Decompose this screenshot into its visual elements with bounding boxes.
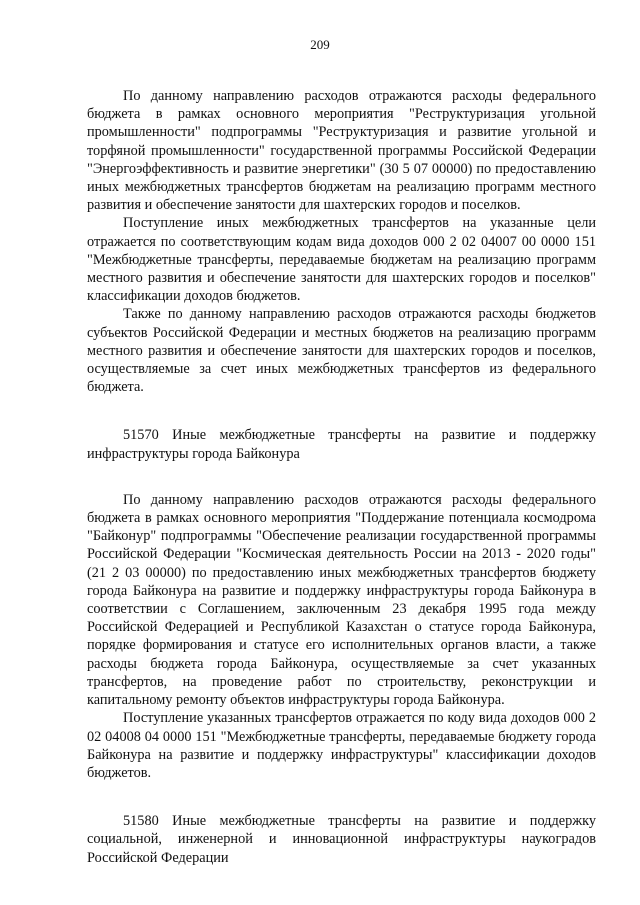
paragraph: Поступление иных межбюджетных трансфертов на указанные цели отражается по соответствующим кодам вида доходов 000 2 02 04007 00 0000 151 "Межбюджетные трансферты, передаваемые бюджетам на реализацию программ местного развития и обеспечение занятости для шахтерских городов и поселков" классификации доходов бюджетов. [87, 215, 596, 305]
paragraph: По данному направлению расходов отражаются расходы федерального бюджета в рамках основного мероприятия "Поддержание потенциала космодрома "Байконур" подпрограммы "Обеспечение реализации государственной программы Российской Федерации "Космическая деятельность России на 2013 - 2020 годы" (21 2 03 00000) по предоставлению иных межбюджетных трансфертов бюджету города Байконура на развитие и поддержку инфраструктуры города Байконура в соответствии с Соглашением, заключенным 23 декабря 1995 года между Российской Федерацией и Республикой Казахстан о статусе города Байконура, порядке формирования и статусе его исполнительных органов власти, а также расходы бюджета города Байконура, осуществляемые за счет указанных трансфертов, на проведение работ по строительству, реконструкции и капитальному ремонту объектов инфраструктуры города Байконура. [87, 491, 596, 709]
section-heading: 51580 Иные межбюджетные трансферты на развитие и поддержку социальной, инженерной и инновационной инфраструктуры наукоградов Российской Федерации [87, 813, 596, 866]
document-body [87, 87, 596, 867]
spacer [87, 396, 596, 426]
section-heading: 51570 Иные межбюджетные трансферты на развитие и поддержку инфраструктуры города Байконура [87, 427, 596, 462]
spacer [87, 463, 596, 491]
paragraph: По данному направлению расходов отражаются расходы федерального бюджета в рамках основного мероприятия "Реструктуризация угольной промышленности" подпрограммы "Реструктуризация и развитие угольной и торфяной промышленности" государственной программы Российской Федерации "Энергоэффективность и развитие энергетики" (30 5 07 00000) по предоставлению иных межбюджетных трансфертов бюджетам на реализацию программ местного развития и обеспечение занятости для шахтерских городов и поселков. [87, 88, 596, 214]
page-number: 209 [310, 37, 330, 52]
paragraph: Также по данному направлению расходов отражаются расходы бюджетов субъектов Российской Федерации и местных бюджетов на реализацию программ местного развития и обеспечение занятости для шахтерских городов и поселков, осуществляемые за счет иных межбюджетных трансфертов из федерального бюджета. [87, 306, 596, 396]
paragraph: Поступление указанных трансфертов отражается по коду вида доходов 000 2 02 04008 04 0000 151 "Межбюджетные трансферты, передаваемые бюджету города Байконура на развитие и поддержку инфраструктуры" классификации доходов бюджетов. [87, 710, 596, 781]
spacer [87, 782, 596, 812]
